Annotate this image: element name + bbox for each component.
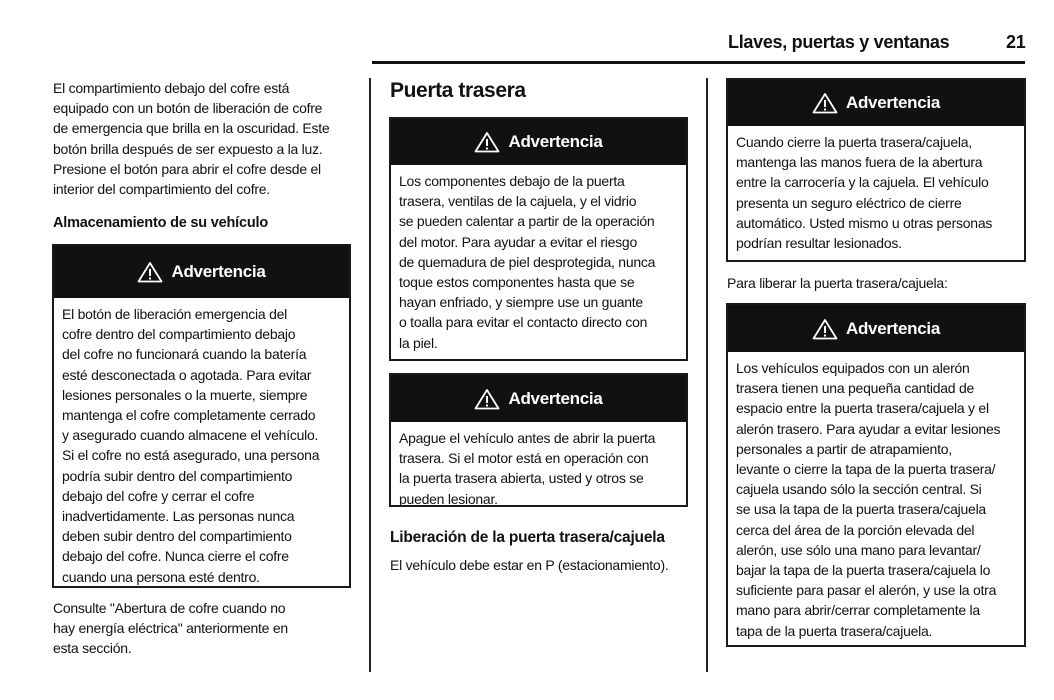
warning-header bbox=[391, 375, 686, 422]
text-line: cuando una persona esté dentro. bbox=[62, 568, 260, 585]
text-line: tapa de la puerta trasera/cajuela. bbox=[736, 622, 933, 639]
section-heading: Puerta trasera bbox=[390, 79, 526, 102]
section-title: Llaves, puertas y ventanas bbox=[728, 32, 950, 52]
warning-triangle-icon bbox=[474, 131, 500, 153]
text-line: esté desconectada o agotada. Para evitar bbox=[62, 366, 312, 383]
text-line: automático. Usted mismo u otras personas bbox=[736, 214, 993, 231]
warning-title: Advertencia bbox=[508, 388, 603, 408]
text-line: esta sección. bbox=[53, 640, 132, 657]
text-line: levante o cierre la tapa de la puerta trasera/ bbox=[736, 461, 996, 478]
text-line: cajuela usando sólo la sección central. Si bbox=[736, 481, 982, 498]
text-line: mantenga las manos fuera de la abertura bbox=[736, 154, 983, 171]
outro-paragraph bbox=[53, 598, 288, 659]
text-line: Los componentes debajo de la puerta bbox=[399, 173, 625, 189]
text-line: Apague el vehículo antes de abrir la puerta bbox=[399, 430, 656, 446]
body-paragraph bbox=[390, 555, 669, 575]
header-rule bbox=[372, 61, 1025, 64]
text-line: entre la carrocería y la cajuela. El vehículo bbox=[736, 174, 989, 191]
warning-triangle-icon bbox=[137, 261, 163, 283]
warning-text bbox=[391, 165, 686, 353]
text-line: mano para abrir/cerrar completamente la bbox=[736, 602, 980, 619]
text-line: botón brilla después de ser expuesto a la luz. bbox=[53, 140, 323, 157]
text-line: El botón de liberación emergencia del bbox=[62, 306, 288, 322]
text-line: se usa la tapa de la puerta trasera/cajuela bbox=[736, 501, 986, 518]
text-line: interior del compartimiento del cofre. bbox=[53, 181, 270, 198]
text-line: debajo del cofre. Nunca cierre el cofre bbox=[62, 548, 289, 565]
warning-header bbox=[728, 305, 1024, 352]
text-line: del motor. Para ayudar a evitar el riesgo bbox=[399, 233, 637, 250]
text-line: suficiente para pasar el alerón, y use la otra bbox=[736, 582, 997, 599]
warning-header bbox=[54, 246, 349, 298]
text-line: trasera tienen una pequeña cantidad de bbox=[736, 380, 975, 397]
text-line: pueden lesionar. bbox=[399, 490, 498, 507]
warning-triangle-icon bbox=[474, 388, 500, 410]
text-line: cerca del área de la porción elevada del bbox=[736, 521, 975, 538]
intro-paragraph bbox=[53, 78, 329, 199]
text-line: hay energía eléctrica" anteriormente en bbox=[53, 620, 288, 637]
warning-triangle-icon bbox=[812, 92, 838, 114]
warning-text bbox=[728, 352, 1024, 641]
text-line: Para liberar la puerta trasera/cajuela: bbox=[727, 275, 948, 291]
storage-heading: Almacenamiento de su vehículo bbox=[53, 215, 268, 231]
text-line: del cofre no funcionará cuando la batería bbox=[62, 346, 307, 363]
text-line: bajar la tapa de la puerta trasera/cajuela lo bbox=[736, 562, 991, 579]
text-line: podrían resultar lesionados. bbox=[736, 235, 902, 252]
warning-box bbox=[726, 78, 1026, 262]
column-divider bbox=[706, 78, 708, 672]
text-line: Cuando cierre la puerta trasera/cajuela, bbox=[736, 134, 972, 150]
text-line: podría subir dentro del compartimiento bbox=[62, 467, 293, 484]
text-line: espacio entre la puerta trasera/cajuela y el bbox=[736, 400, 989, 417]
text-line: Si el cofre no está asegurado, una persona bbox=[62, 447, 320, 464]
warning-title: Advertencia bbox=[845, 318, 941, 338]
text-line: de quemadura de piel desprotegida, nunca bbox=[399, 253, 656, 270]
text-line: inadvertidamente. Las personas nunca bbox=[62, 508, 295, 525]
text-line: se pueden calentar a partir de la operación bbox=[399, 213, 655, 230]
warning-box bbox=[389, 117, 688, 361]
text-line: hayan enfriado, y siempre use un guante bbox=[399, 294, 643, 311]
text-line: Presione el botón para abrir el cofre desde el bbox=[53, 160, 321, 177]
text-line: El compartimiento debajo del cofre está bbox=[53, 80, 290, 96]
text-line: alerón, use sólo una mano para levantar/ bbox=[736, 541, 981, 558]
text-line: mantenga el cofre completamente cerrado bbox=[62, 407, 316, 424]
text-line: trasera, ventilas de la cajuela, y el vidrio bbox=[399, 193, 637, 210]
warning-box bbox=[726, 303, 1026, 647]
warning-box bbox=[389, 373, 688, 507]
text-line: presenta un seguro eléctrico de cierre bbox=[736, 194, 962, 211]
warning-header bbox=[391, 119, 686, 165]
warning-title: Advertencia bbox=[508, 132, 603, 151]
text-line: o toalla para evitar el contacto directo con bbox=[399, 314, 648, 331]
warning-text bbox=[54, 298, 349, 587]
text-line: toque estos componentes hasta que se bbox=[399, 274, 635, 291]
warning-box bbox=[52, 244, 351, 588]
warning-title: Advertencia bbox=[845, 93, 941, 112]
column-divider bbox=[369, 78, 371, 672]
text-line: El vehículo debe estar en P (estacionamiento). bbox=[390, 557, 669, 573]
text-line: debajo del cofre y cerrar el cofre bbox=[62, 487, 255, 504]
warning-header bbox=[728, 80, 1024, 126]
text-line: personales a partir de atrapamiento, bbox=[736, 440, 952, 457]
warning-triangle-icon bbox=[812, 318, 838, 340]
text-line: Los vehículos equipados con un alerón bbox=[736, 360, 970, 376]
text-line: Consulte "Abertura de cofre cuando no bbox=[53, 600, 286, 616]
subsection-heading: Liberación de la puerta trasera/cajuela bbox=[390, 529, 665, 546]
text-line: equipado con un botón de liberación de cofre bbox=[53, 100, 323, 117]
page-number: 21 bbox=[1006, 32, 1026, 52]
warning-text bbox=[728, 126, 1024, 253]
text-line: la piel. bbox=[399, 334, 438, 351]
text-line: alerón trasero. Para ayudar a evitar lesiones bbox=[736, 420, 1001, 437]
text-line: deben subir dentro del compartimiento bbox=[62, 528, 292, 545]
text-line: y asegurado cuando almacene el vehículo. bbox=[62, 427, 319, 444]
text-line: cofre dentro del compartimiento debajo bbox=[62, 326, 296, 343]
warning-text bbox=[391, 422, 686, 509]
text-line: trasera. Si el motor está en operación con bbox=[399, 450, 649, 467]
text-line: la puerta trasera abierta, usted y otros se bbox=[399, 470, 644, 487]
text-line: de emergencia que brilla en la oscuridad. Este bbox=[53, 120, 330, 137]
text-line: lesiones personales o la muerte, siempre bbox=[62, 386, 308, 403]
warning-title: Advertencia bbox=[171, 262, 266, 281]
body-paragraph bbox=[727, 273, 948, 293]
